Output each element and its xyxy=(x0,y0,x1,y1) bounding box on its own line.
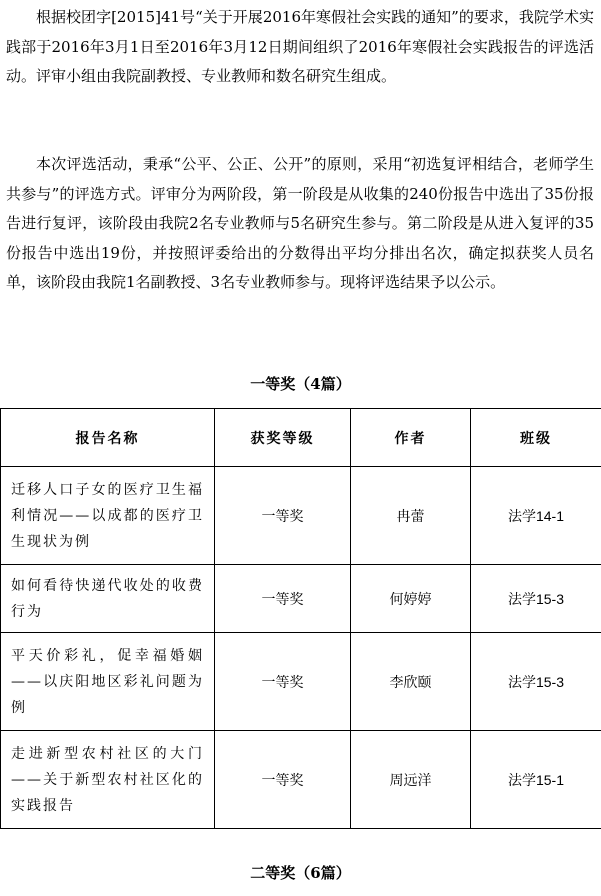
author: 李欣颐 xyxy=(351,633,471,731)
table-row xyxy=(1,633,601,731)
award-level: 一等奖 xyxy=(215,731,351,829)
report-title: 平天价彩礼，促幸福婚姻——以庆阳地区彩礼问题为例 xyxy=(1,633,215,731)
second-prize-heading: 二等奖（6篇） xyxy=(250,864,351,882)
column-header-title: 报告名称 xyxy=(1,409,215,467)
table-header-row xyxy=(1,409,601,467)
intro-paragraph-2: 本次评选活动，秉承“公平、公正、公开”的原则，采用“初选复评相结合，老师学生共参与”的评选方式。评审分为两阶段，第一阶段是从收集的240份报告中选出了35份报告进行复评，该阶段由我院2名专业教师与5名研究生参与。第二阶段是从进入复评的35份报告中选出19份，并按照评委给出的分数得出平均分排出名次，确定拟获奖人员名单，该阶段由我院1名副教授、3名专业教师参与。现将评选结果予以公示。 xyxy=(6,155,594,291)
intro-paragraph-1: 根据校团字[2015]41号“关于开展2016年寒假社会实践的通知”的要求，我院学术实践部于2016年3月1日至2016年3月12日期间组织了2016年寒假社会实践报告的评选活动。评审小组由我院副教授、专业教师和数名研究生组成。 xyxy=(6,8,594,85)
report-title: 走进新型农村社区的大门——关于新型农村社区化的实践报告 xyxy=(1,731,215,829)
column-header-level: 获奖等级 xyxy=(215,409,351,467)
class-name: 法学15-3 xyxy=(471,633,601,731)
author: 何婷婷 xyxy=(351,565,471,633)
author: 周远洋 xyxy=(351,731,471,829)
class-name: 法学15-3 xyxy=(471,565,601,633)
report-title: 迁移人口子女的医疗卫生福利情况——以成都的医疗卫生现状为例 xyxy=(1,467,215,565)
column-header-author: 作者 xyxy=(351,409,471,467)
class-name: 法学14-1 xyxy=(471,467,601,565)
class-name: 法学15-1 xyxy=(471,731,601,829)
first-prize-table xyxy=(0,408,601,829)
report-title: 如何看待快递代收处的收费行为 xyxy=(1,565,215,633)
award-level: 一等奖 xyxy=(215,565,351,633)
table-row xyxy=(1,467,601,565)
column-header-class: 班级 xyxy=(471,409,601,467)
award-level: 一等奖 xyxy=(215,467,351,565)
table-row xyxy=(1,565,601,633)
author: 冉蕾 xyxy=(351,467,471,565)
first-prize-heading: 一等奖（4篇） xyxy=(250,375,351,393)
table-row xyxy=(1,731,601,829)
award-level: 一等奖 xyxy=(215,633,351,731)
